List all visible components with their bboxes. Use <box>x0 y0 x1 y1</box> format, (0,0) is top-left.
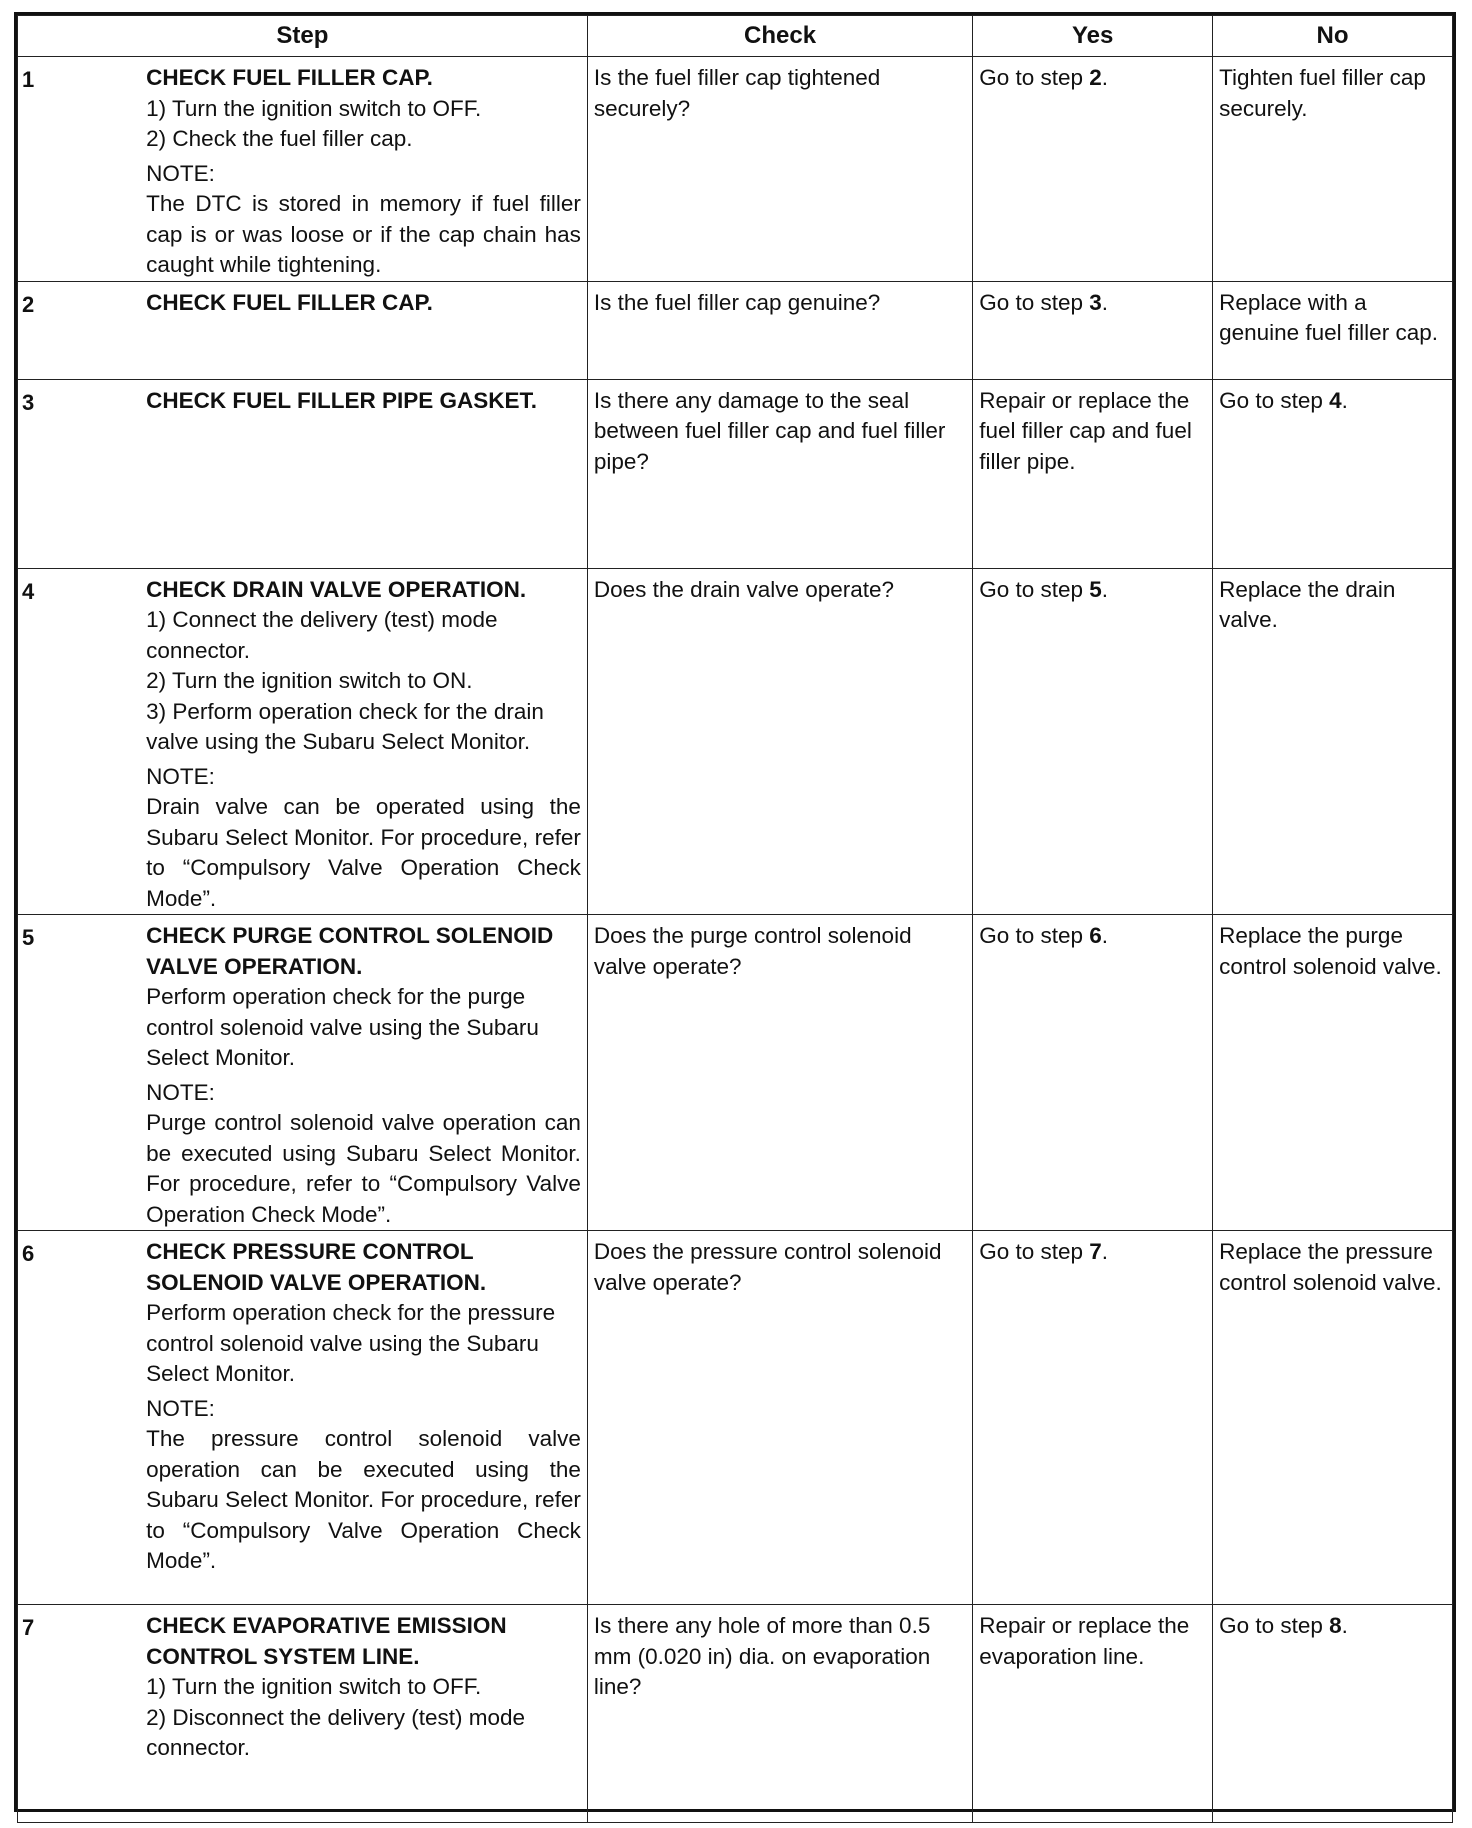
step-instruction: 1) Turn the ignition switch to OFF. <box>146 95 482 121</box>
step-number: 7 <box>22 1615 35 1640</box>
note-text: Purge control solenoid valve operation can be executed using Subaru Select Monitor. For procedure, refer to “Compulsory Valve Operation Check Mode”. <box>146 1110 581 1227</box>
no-suffix: . <box>1341 1613 1348 1638</box>
step-instruction: 2) Disconnect the delivery (test) mode connector. <box>146 1704 526 1760</box>
note-text: The DTC is stored in memory if fuel filler cap is or was loose or if the cap chain has caught while tightening. <box>146 191 581 277</box>
diagnostic-table <box>17 15 1453 1823</box>
note-text: The pressure control solenoid valve operation can be executed using the Subaru Select Monitor. For procedure, refer to “Compulsory Valve Operation Check Mode”. <box>146 1426 581 1573</box>
yes-text <box>973 282 1212 319</box>
note-label: NOTE: <box>146 1079 215 1105</box>
yes-step-ref: 6 <box>1089 923 1102 948</box>
yes-text <box>973 569 1212 606</box>
diagnostic-table-sheet <box>14 12 1456 1812</box>
check-text: Is there any damage to the seal between fuel filler cap and fuel filler pipe? <box>593 387 946 474</box>
step-title: CHECK FUEL FILLER PIPE GASKET. <box>146 387 538 413</box>
step-instruction: 1) Connect the delivery (test) mode connector. <box>146 607 498 663</box>
step-number: 3 <box>22 389 35 415</box>
step-instruction: 2) Turn the ignition switch to ON. <box>146 668 473 693</box>
no-suffix: . <box>1341 387 1348 413</box>
yes-prefix: Go to step <box>979 1239 1090 1264</box>
header-no: No <box>1213 16 1453 57</box>
yes-step-ref: 5 <box>1089 576 1102 602</box>
note-label: NOTE: <box>146 763 215 789</box>
header-step: Step <box>18 16 588 57</box>
yes-text: Repair or replace the evaporation line. <box>979 1613 1190 1669</box>
step-body: Perform operation check for the pressure control solenoid valve using the Subaru Select Monitor. <box>146 1300 556 1386</box>
no-step-ref: 4 <box>1329 387 1342 413</box>
header-check: Check <box>587 16 972 57</box>
no-prefix: Go to step <box>1219 387 1330 413</box>
note-label: NOTE: <box>146 1395 215 1421</box>
no-step-ref: 8 <box>1329 1613 1342 1638</box>
yes-suffix: . <box>1101 289 1109 315</box>
step-instruction: 1) Turn the ignition switch to OFF. <box>146 1674 482 1699</box>
table-row <box>18 57 1453 282</box>
step-title: CHECK FUEL FILLER CAP. <box>146 289 433 315</box>
yes-suffix: . <box>1101 1239 1109 1264</box>
no-text: Replace the purge control solenoid valve. <box>1219 923 1442 979</box>
yes-prefix: Go to step <box>979 65 1090 90</box>
yes-prefix: Go to step <box>979 923 1090 948</box>
no-text: Replace the pressure control solenoid valve. <box>1219 1239 1442 1295</box>
table-row <box>18 379 1453 568</box>
yes-step-ref: 3 <box>1089 289 1102 315</box>
note-label: NOTE: <box>146 160 215 186</box>
yes-text: Repair or replace the fuel filler cap and fuel filler pipe. <box>979 387 1192 474</box>
yes-step-ref: 7 <box>1089 1239 1102 1264</box>
check-text: Is there any hole of more than 0.5 mm (0.020 in) dia. on evaporation line? <box>593 1613 931 1699</box>
table-row <box>18 568 1453 915</box>
step-title: CHECK PRESSURE CONTROL SOLENOID VALVE OPERATION. <box>146 1239 487 1295</box>
check-text: Does the drain valve operate? <box>593 576 895 602</box>
table-row <box>18 915 1453 1231</box>
step-title: CHECK EVAPORATIVE EMISSION CONTROL SYSTEM LINE. <box>146 1613 507 1669</box>
no-prefix: Go to step <box>1219 1613 1330 1638</box>
yes-text <box>973 57 1212 94</box>
yes-prefix: Go to step <box>979 289 1090 315</box>
note-text: Drain valve can be operated using the Subaru Select Monitor. For procedure, refer to “Compulsory Valve Operation Check Mode”. <box>146 794 581 911</box>
yes-text <box>973 915 1212 952</box>
header-row <box>18 16 1453 57</box>
yes-suffix: . <box>1101 65 1109 90</box>
step-number: 6 <box>22 1241 35 1266</box>
table-row <box>18 1605 1453 1823</box>
yes-text <box>973 1231 1212 1268</box>
step-title: CHECK PURGE CONTROL SOLENOID VALVE OPERATION. <box>146 923 554 979</box>
check-text: Is the fuel filler cap genuine? <box>593 289 881 315</box>
step-title: CHECK FUEL FILLER CAP. <box>146 65 433 90</box>
no-text <box>1213 380 1452 417</box>
yes-suffix: . <box>1101 576 1109 602</box>
no-text: Replace with a genuine fuel filler cap. <box>1219 289 1438 345</box>
check-text: Does the purge control solenoid valve operate? <box>593 923 912 979</box>
step-number: 4 <box>22 578 35 604</box>
step-number: 1 <box>22 67 35 92</box>
yes-prefix: Go to step <box>979 576 1090 602</box>
no-text: Tighten fuel filler cap securely. <box>1219 65 1426 121</box>
table-row <box>18 281 1453 379</box>
step-title: CHECK DRAIN VALVE OPERATION. <box>146 576 527 602</box>
check-text: Does the pressure control solenoid valve operate? <box>593 1239 942 1295</box>
check-text: Is the fuel filler cap tightened securely? <box>593 65 881 121</box>
no-text <box>1213 1605 1452 1642</box>
yes-suffix: . <box>1101 923 1109 948</box>
step-number: 5 <box>22 925 35 950</box>
no-text: Replace the drain valve. <box>1219 576 1396 632</box>
yes-step-ref: 2 <box>1089 65 1102 90</box>
step-instruction: 3) Perform operation check for the drain valve using the Subaru Select Monitor. <box>146 698 544 754</box>
header-yes: Yes <box>973 16 1213 57</box>
table-row <box>18 1231 1453 1605</box>
step-instruction: 2) Check the fuel filler cap. <box>146 126 413 151</box>
step-number: 2 <box>22 291 35 317</box>
step-body: Perform operation check for the purge control solenoid valve using the Subaru Select Monitor. <box>146 984 539 1070</box>
